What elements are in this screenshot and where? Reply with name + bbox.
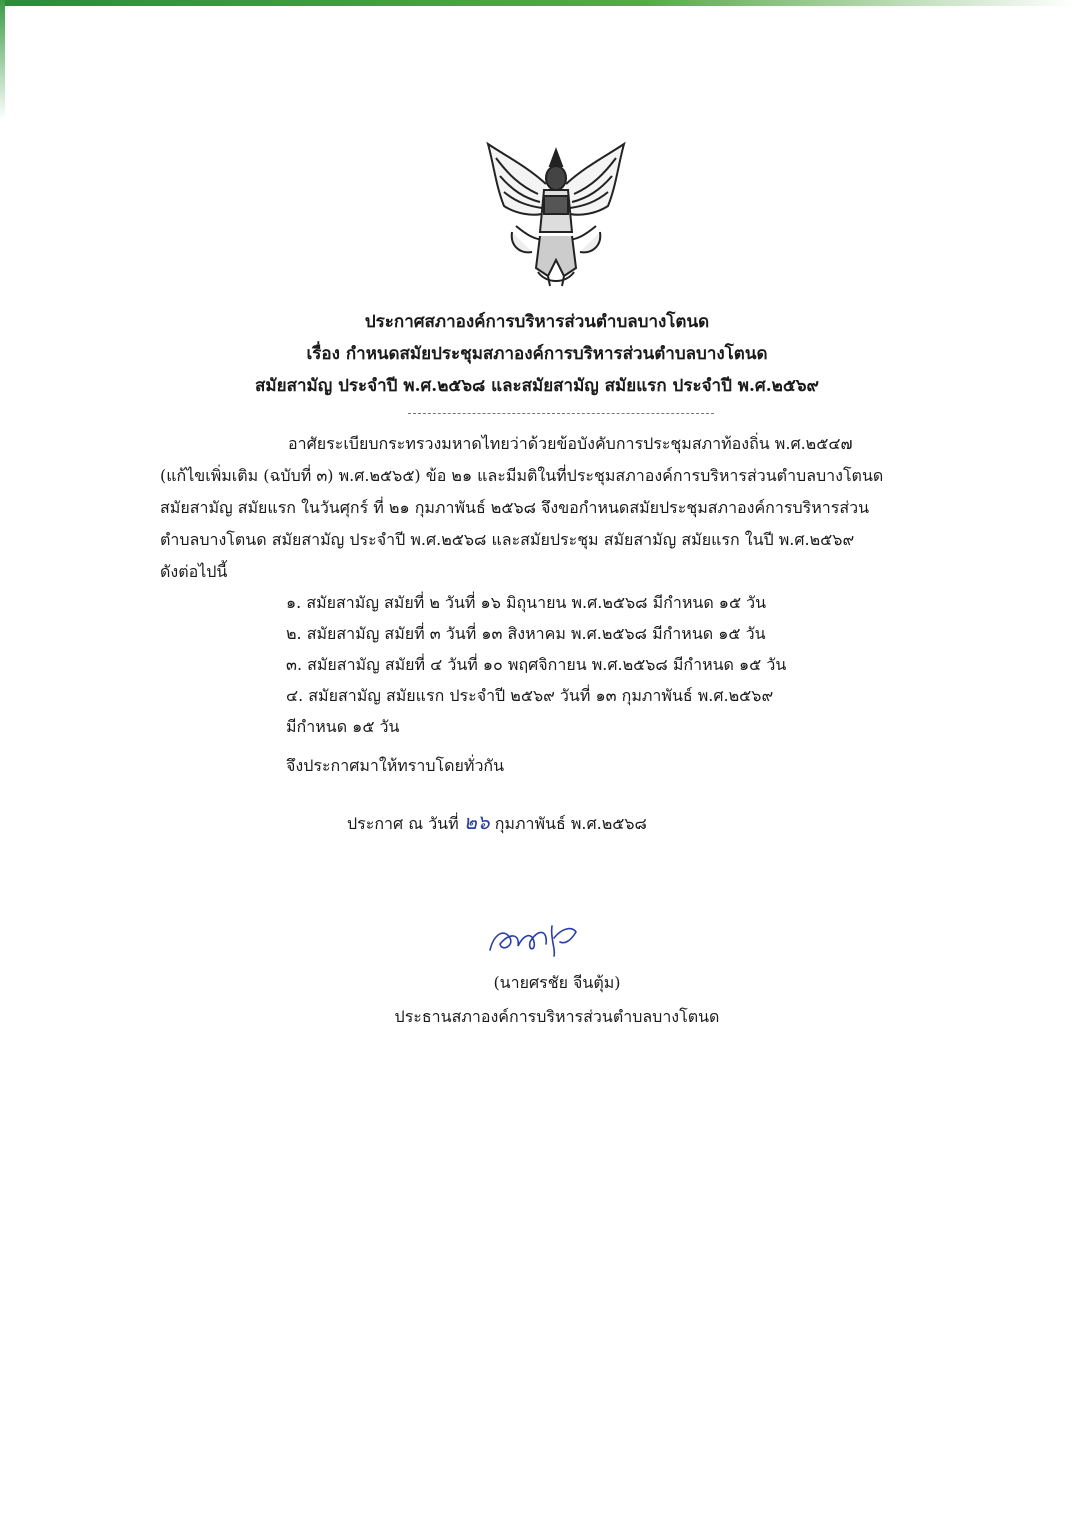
signer-block <box>0 966 1074 1034</box>
date-suffix: กุมภาพันธ์ พ.ศ.๒๕๖๘ <box>494 814 647 833</box>
session-item: ๔. สมัยสามัญ สมัยแรก ประจำปี ๒๕๖๙ วันที่ ๑๓ กุมภาพันธ์ พ.ศ.๒๕๖๙ <box>286 686 774 705</box>
session-item: ๓. สมัยสามัญ สมัยที่ ๔ วันที่ ๑๐ พฤศจิกายน พ.ศ.๒๕๖๘ มีกำหนด ๑๕ วัน <box>286 655 787 674</box>
body-line-1: อาศัยระเบียบกระทรวงมหาดไทยว่าด้วยข้อบังคับการประชุมสภาท้องถิ่น พ.ศ.๒๕๔๗ <box>288 434 853 453</box>
date-day-handwritten: ๒๖ <box>463 810 490 834</box>
announcement-date <box>347 806 647 838</box>
signature <box>480 914 600 962</box>
body-line-3: สมัยสามัญ สมัยแรก ในวันศุกร์ ที่ ๒๑ กุมภาพันธ์ ๒๕๖๘ จึงขอกำหนดสมัยประชุมสภาองค์การบริหารส่วน <box>160 498 869 517</box>
session-item: ๒. สมัยสามัญ สมัยที่ ๓ วันที่ ๑๓ สิงหาคม พ.ศ.๒๕๖๘ มีกำหนด ๑๕ วัน <box>286 624 766 643</box>
closing-statement: จึงประกาศมาให้ทราบโดยทั่วกัน <box>286 756 505 775</box>
heading-divider <box>408 413 714 414</box>
body-line-5: ดังต่อไปนี้ <box>160 562 228 581</box>
body-line-4: ตำบลบางโตนด สมัยสามัญ ประจำปี พ.ศ.๒๕๖๘ และสมัยประชุม สมัยสามัญ สมัยแรก ในปี พ.ศ.๒๕๖๙ <box>160 530 855 549</box>
signer-position: ประธานสภาองค์การบริหารส่วนตำบลบางโตนด <box>394 1007 720 1026</box>
garuda-emblem-icon <box>476 136 636 288</box>
announcement-heading <box>0 306 1074 402</box>
session-item: ๑. สมัยสามัญ สมัยที่ ๒ วันที่ ๑๖ มิถุนายน พ.ศ.๒๕๖๘ มีกำหนด ๑๕ วัน <box>286 593 767 612</box>
heading-session: สมัยสามัญ ประจำปี พ.ศ.๒๕๖๘ และสมัยสามัญ สมัยแรก ประจำปี พ.ศ.๒๕๖๙ <box>255 376 819 396</box>
signer-name: (นายศรชัย จีนตุ้ม) <box>493 973 621 992</box>
body-line-2: (แก้ไขเพิ่มเติม (ฉบับที่ ๓) พ.ศ.๒๕๖๕) ข้อ ๒๑ และมีมติในที่ประชุมสภาองค์การบริหารส่วนตำบลบางโตนด <box>160 466 884 485</box>
date-prefix: ประกาศ ณ วันที่ <box>347 814 459 833</box>
heading-subject: เรื่อง กำหนดสมัยประชุมสภาองค์การบริหารส่วนตำบลบางโตนด <box>306 344 768 364</box>
session-item-continued: มีกำหนด ๑๕ วัน <box>286 717 400 736</box>
scan-edge-left <box>0 0 5 120</box>
heading-title: ประกาศสภาองค์การบริหารส่วนตำบลบางโตนด <box>364 312 710 332</box>
scan-edge-top <box>0 0 1074 6</box>
